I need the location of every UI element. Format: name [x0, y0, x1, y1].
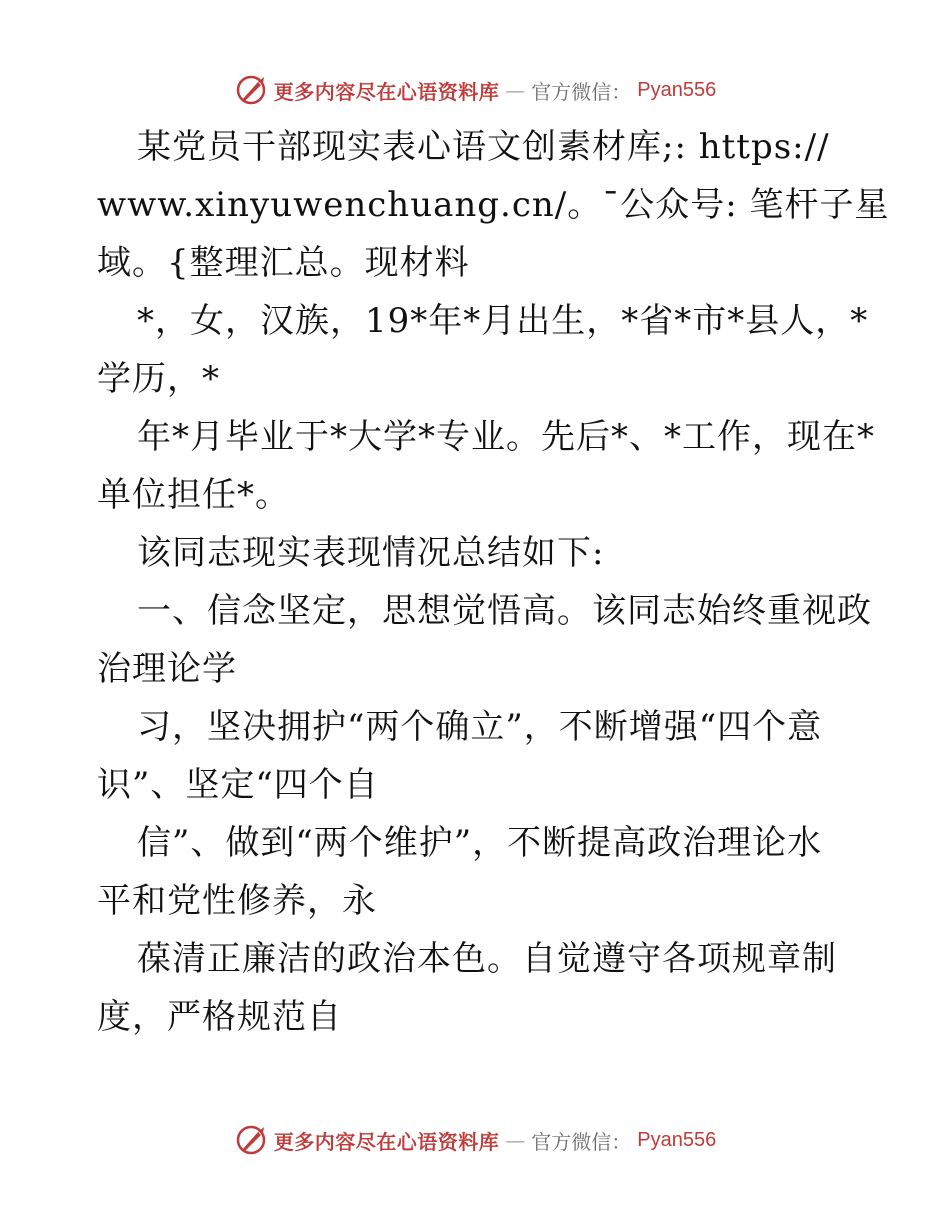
text-line: 一、信念坚定，思想觉悟高。该同志始终重视政 — [137, 591, 872, 631]
text-line: 度，严格规范自 — [97, 997, 342, 1037]
text-line: 平和党性修养，永 — [97, 881, 377, 921]
watermark-separator: — — [505, 78, 526, 102]
text-line: 学历，* — [97, 359, 220, 399]
watermark-wechat-id: Pyan556 — [637, 78, 717, 101]
watermark-site-text: 更多内容尽在心语资料库 — [273, 1129, 500, 1154]
text-line: 某党员干部现实表心语文创素材库;: https:// — [137, 127, 830, 167]
watermark-wechat-label: 官方微信： — [531, 1129, 632, 1154]
text-line: 域。{整理汇总。现材料 — [97, 243, 470, 283]
watermark-wechat-label: 官方微信： — [531, 79, 632, 104]
footer-watermark — [0, 1120, 950, 1160]
text-line: 治理论学 — [97, 649, 237, 689]
text-line: 习，坚决拥护“两个确立”，不断增强“四个意 — [137, 707, 823, 747]
quill-logo-icon — [234, 73, 268, 107]
text-line: 葆清正廉洁的政治本色。自觉遵守各项规章制 — [137, 939, 837, 979]
text-line: *，女，汉族，19*年*月出生，*省*市*县人，* — [137, 301, 869, 341]
watermark-wechat-id: Pyan556 — [637, 1128, 717, 1151]
header-watermark — [0, 70, 950, 110]
watermark-site-text: 更多内容尽在心语资料库 — [273, 79, 500, 104]
text-line: 信”、做到“两个维护”，不断提高政治理论水 — [137, 823, 823, 863]
text-line: 该同志现实表现情况总结如下: — [137, 533, 605, 573]
quill-logo-icon — [234, 1123, 268, 1157]
text-line: 年*月毕业于*大学*专业。先后*、*工作，现在* — [137, 417, 875, 457]
text-line: www.xinyuwenchuang.cn/。¯公众号: 笔杆子星 — [97, 185, 890, 225]
text-line: 单位担任*。 — [97, 475, 290, 515]
text-line: 识”、坚定“四个自 — [97, 765, 379, 805]
document-body — [97, 118, 890, 1046]
watermark-separator: — — [505, 1128, 526, 1152]
